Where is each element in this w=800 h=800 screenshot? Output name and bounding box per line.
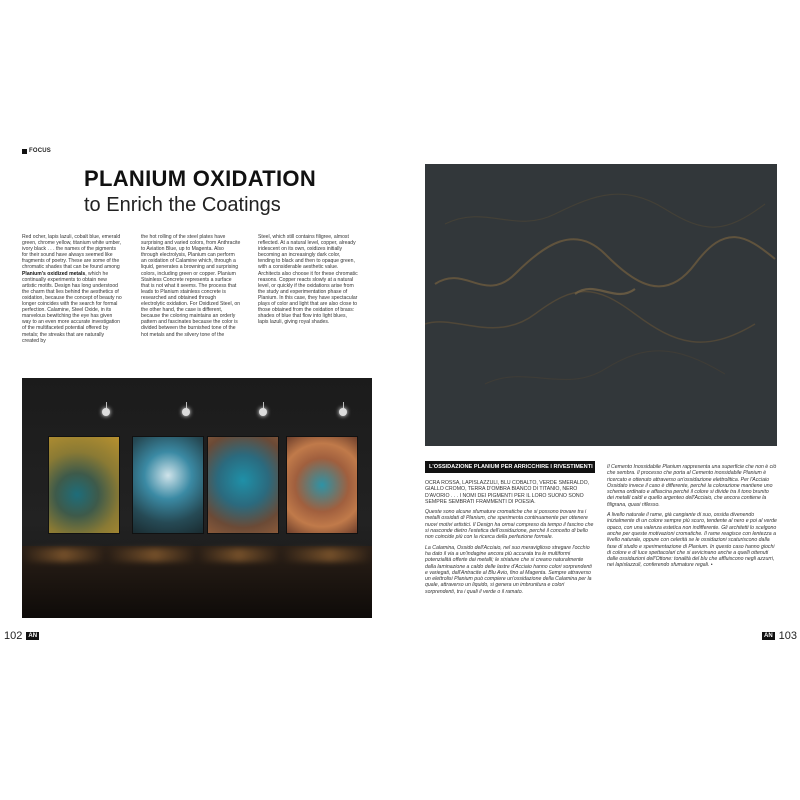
metal-texture: [425, 164, 777, 446]
section-square-icon: [22, 149, 27, 154]
italian-lead: OCRA ROSSA, LAPISLAZZULI, BLU COBALTO, VERDE SMERALDO, GIALLO CROMO, TERRA D'OMBRA BIANCO DI TITANIO, NERO D'AVORIO . . . I NOMI DEI PIGMENTI PER IL LORO SUONO SONO SEMPRE SEMBRATI FRAMMENTI DI POESIA.: [425, 480, 590, 505]
section-label: [22, 148, 51, 154]
oxidized-panel: [132, 436, 204, 534]
italian-col2-p2: A livello naturale il rame, già cangiante di suo, ossida divenendo inizialmente di un colore sempre più scuro, tendente al nero e poi al verde opaco, con una valenza estetica non indifferente. Gli architetti lo scelgono anche per queste motivazioni cromatiche. Il rame reagisce con lentezza a livello naturale, oppure con celerità se le ossidazioni scaturiscono dalla fase di studio e sperimentazione di Planium. In questo caso hanno giochi di colore e di luce spettacolari che si avvicinano anche a quelli ottenuti dalle ossidazioni dell'Ottone: tonalità del blu che affluiscono negli azzurri, nei lapislazzuli, conferendo sfumature regali. •: [607, 512, 777, 569]
spotlight-icon: [182, 408, 190, 416]
english-col2-text: the hot rolling of the steel plates have surprising and varied colors, from Anthracite to Aviation Blue, up to Magenta. Also through electrolysis, Planium can perform an oxidation of Calamine which, through a liquid, generates a browning and surprising colors, including green or copper. Planium Stainless Concrete represents a surface that is not what it seems. The process that leads to Planium stainless concrete is researched and obtained through electrolytic oxidation. For Oxidized Steel, on the other hand, the case is different, because the coloring maintains an orderly pattern and fascinates because the color is divided between the burnished tone of the hot metals and the silvery tone of the: [141, 234, 241, 338]
italian-col1-p2: La Calamina, Ossido dell'Acciaio, nel suo meraviglioso stregare l'occhio ha dato il via a un'indagine ancora più accurata tra le multiformi potenzialità offerte dai metalli; le striature che si creano naturalmente dalla laminazione a caldo delle lastre d'Acciaio hanno colori sorprendenti e variegati, dall'Antracite al Blu Avio, fino al Magenta. Sempre attraverso un elettrolisi Planium può compiere un'ossidazione della Calamina per la quale, attraverso un liquido, si genera un imbrunitura e colori sorprendenti, tra i quali il verde o il ramato.: [425, 544, 592, 595]
page-number-right: 103: [778, 630, 798, 642]
english-column-3: [258, 234, 358, 325]
gallery-photo: [22, 378, 372, 618]
page-number-left: 102: [4, 630, 23, 642]
section-label-text: FOCUS: [29, 148, 51, 154]
italian-heading-bar: L'OSSIDAZIONE PLANIUM PER ARRICCHIRE I RIVESTIMENTI: [425, 461, 595, 473]
spotlight-icon: [259, 408, 267, 416]
oxidized-panel: [48, 436, 120, 534]
italian-col1-p1: Queste sono alcune sfumature cromatiche che si possono trovare tra i metalli ossidati di Planium, che sperimenta continuamente per ottenere nuovi motivi artistici. Il Design ha ormai compreso da tempo il fascino che si nasconde dietro l'estetica dell'ossidazione, perché il concetto di bello non coincide più con la ricerca della perfezione formale.: [425, 509, 594, 541]
oxidized-metal-photo: [425, 164, 777, 446]
english-col3-text: Steel, which still contains filigree, almost reflected. At a natural level, copper, already iridescent on its own, oxidizes initially becoming an increasingly dark color, tending to black and then to opaque green, with a considerable aesthetic value. Architects also choose it for these chromatic reasons. Copper reacts slowly at a natural level, or quickly if the oxidations arise from the study and experimentation phase of Planium. In this case, they have spectacular plays of color and light that are also close to those obtained from the oxidation of brass: shades of blue that flow into light blues, lapis lazuli, giving royal shades.: [258, 234, 358, 326]
english-column-2: [141, 234, 241, 338]
oxidized-panel: [207, 436, 279, 534]
oxidized-panel: [286, 436, 358, 534]
english-col1-bold: Planium's oxidized metals: [22, 270, 86, 277]
italian-col2-p1: Il Cemento Inossidabile Planium rappresenta una superficie che non è ciò che sembra. Il processo che porta al Cemento inossidabile Planium è ricercato e ottenuto attraverso un'ossidazione elettrolitica. Per l'Acciaio Ossidato invece il caso è differente, perché la colorazione mantiene uno schema ordinato e affascina perché il colore si divide tra il tono brunito dei metalli caldi e quello argenteo dell'Acciaio, che ancora contiene la filigrana, quasi riflesso.: [607, 464, 777, 508]
spotlight-icon: [102, 408, 110, 416]
english-col1-text: Red ocher, lapis lazuli, cobalt blue, emerald green, chrome yellow, titanium white umber, ivory black . . . the names of the pigments for their sound have always seemed like fragments of poetry. These are some of the chromatic shades that can be found among Planium's oxidized metals, which he continually experiments to obtain new artistic motifs. Design has long understood the charm that lies behind the aesthetics of oxidation, because the concept of beauty no longer coincides with the search for formal perfection. Calamine, Steel Oxide, in its marvelous bewitching the eye has given way to an even more accurate investigation of the multifaceted potential offered by metals; the streaks that are naturally created by: [22, 234, 122, 344]
folio-right: [762, 630, 797, 642]
italian-column-1: [425, 480, 595, 599]
article-subtitle: to Enrich the Coatings: [84, 194, 281, 216]
spotlight-icon: [339, 408, 347, 416]
magazine-logo: AN: [764, 633, 773, 639]
folio-left: [4, 630, 39, 642]
italian-column-2: [607, 464, 777, 573]
magazine-logo: AN: [28, 633, 38, 639]
english-column-1: [22, 234, 122, 344]
article-title: PLANIUM OXIDATION: [84, 166, 317, 191]
